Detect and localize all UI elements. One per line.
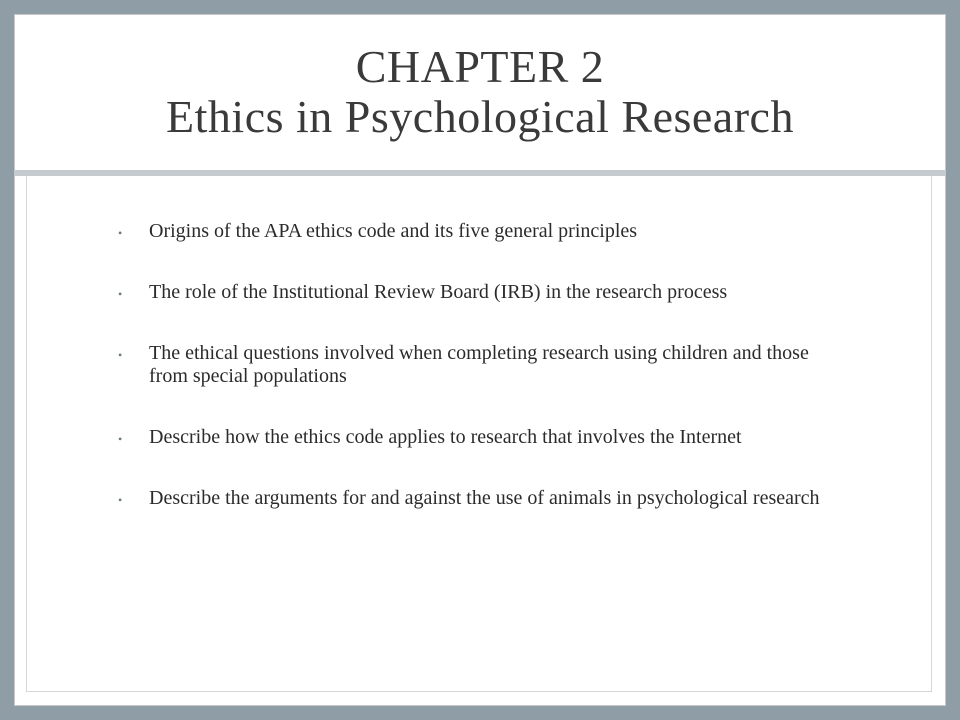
bullet-text: The ethical questions involved when completing research using children and those from special populations: [149, 342, 809, 387]
bullet-text: Describe the arguments for and against the use of animals in psychological research: [149, 487, 820, 509]
bullet-text: Origins of the APA ethics code and its five general principles: [149, 220, 638, 242]
bullet-item: [118, 220, 838, 243]
bullet-list: [118, 220, 838, 548]
bullet-item: [118, 426, 838, 449]
bullet-text: The role of the Institutional Review Board (IRB) in the research process: [149, 281, 728, 303]
slide-title: [14, 42, 946, 142]
bullet-icon: •: [118, 493, 123, 507]
bullet-icon: •: [118, 348, 123, 362]
title-line-subject: Ethics in Psychological Research: [166, 91, 794, 142]
bullet-icon: •: [118, 432, 123, 446]
bullet-item: [118, 281, 838, 304]
title-divider: [14, 170, 946, 176]
bullet-item: [118, 487, 838, 510]
bullet-icon: •: [118, 287, 123, 301]
slide: [14, 14, 946, 706]
title-line-chapter: CHAPTER 2: [355, 41, 605, 92]
bullet-text: Describe how the ethics code applies to research that involves the Internet: [149, 426, 742, 448]
bullet-item: [118, 342, 838, 388]
bullet-icon: •: [118, 226, 123, 240]
